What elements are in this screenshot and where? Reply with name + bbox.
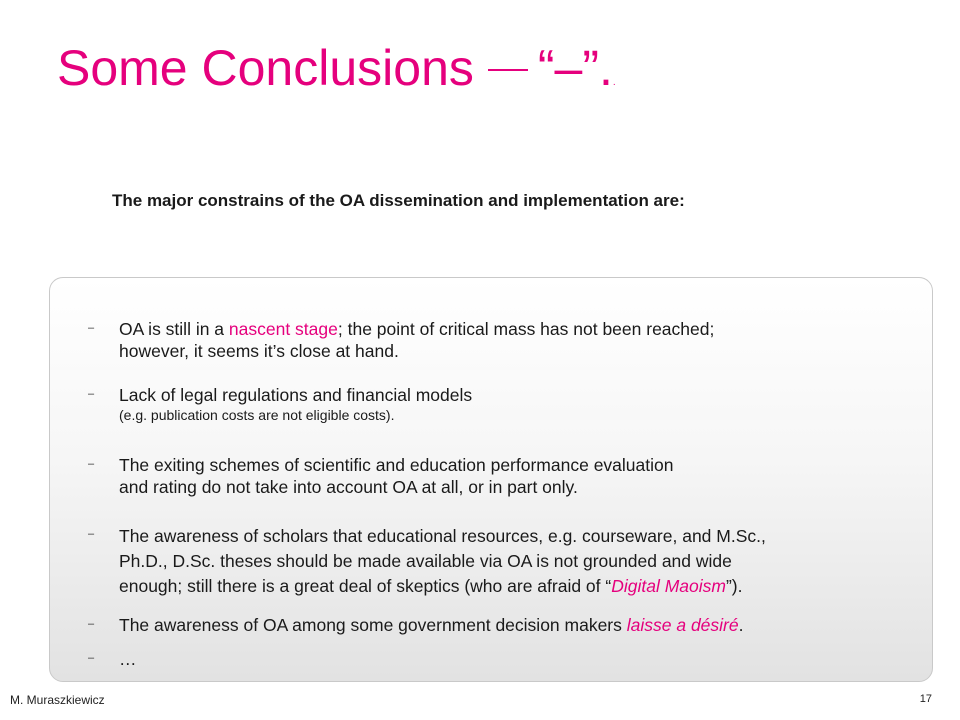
bullet-marker: – (88, 458, 95, 470)
slide-title (57, 38, 616, 113)
slide-subtitle: The major constrains of the OA dissemination and implementation are: (112, 191, 685, 210)
bullet-text (119, 648, 920, 670)
bullet-text-part: The awareness of OA among some government decision makers (119, 615, 627, 635)
bullet-marker: – (88, 652, 95, 664)
bullet-text-part: ”). (725, 576, 743, 596)
bullet-marker: – (88, 388, 95, 400)
title-main: Some Conclusions (57, 40, 474, 96)
bullet-text-part: . (738, 615, 744, 635)
highlight-digital-maoism: Digital Maoism (611, 576, 726, 596)
bullet-marker: – (88, 618, 95, 630)
title-dash-line (488, 69, 528, 71)
title-tail-dot: . (612, 77, 616, 88)
bullet-line (119, 318, 920, 340)
highlight-nascent-stage: nascent stage (228, 319, 338, 339)
conclusions-panel (49, 277, 933, 682)
bullet-line: and rating do not take into account OA at all, or in part only. (119, 477, 578, 497)
bullet-marker: – (88, 322, 95, 334)
bullet-line: The awareness of scholars that educational resources, e.g. courseware, and M.Sc., (119, 526, 766, 546)
bullet-line: however, it seems it’s close at hand. (119, 341, 399, 361)
bullet-text (119, 614, 920, 636)
title-quote: “–”. (537, 40, 613, 96)
bullet-line: Lack of legal regulations and financial models (119, 385, 473, 405)
bullet-note: (e.g. publication costs are not eligible costs). (119, 407, 395, 423)
bullet-marker: – (88, 528, 95, 540)
highlight-laisse-a-desire: laisse a désiré (626, 615, 739, 635)
bullet-text (119, 318, 920, 362)
bullet-text-part: enough; still there is a great deal of skeptics (who are afraid of “ (119, 576, 612, 596)
bullet-line (119, 574, 920, 599)
footer-author: M. Muraszkiewicz (10, 693, 105, 707)
bullet-text-part: ; the point of critical mass has not been reached; (337, 319, 715, 339)
bullet-ellipsis: … (119, 649, 137, 669)
bullet-text (119, 454, 920, 498)
bullet-text (119, 524, 920, 599)
bullet-line (119, 614, 920, 636)
footer-page-number: 17 (919, 693, 932, 705)
bullet-text-part: OA is still in a (119, 319, 229, 339)
bullet-text (119, 384, 920, 424)
bullet-line: Ph.D., D.Sc. theses should be made available via OA is not grounded and wide (119, 551, 732, 571)
bullet-line: The exiting schemes of scientific and education performance evaluation (119, 455, 674, 475)
